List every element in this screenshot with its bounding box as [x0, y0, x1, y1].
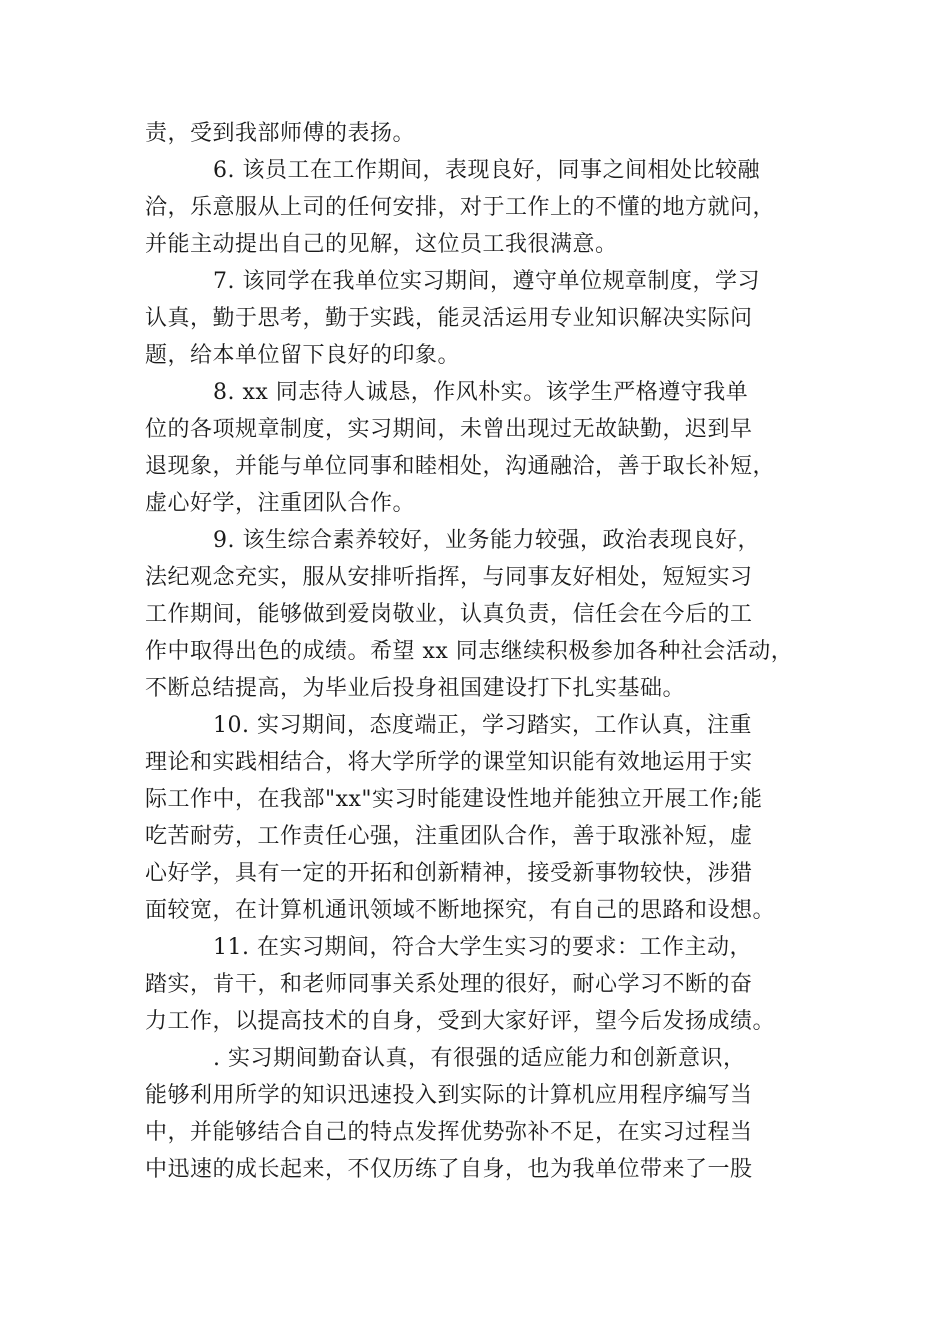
text-line: 洽，乐意服从上司的任何安排，对于工作上的不懂的地方就问，: [145, 195, 776, 220]
text-line: 吃苦耐劳，工作责任心强，注重团队合作，善于取涨补短，虚: [145, 824, 753, 849]
text-line: 题，给本单位留下良好的印象。: [145, 343, 461, 368]
text-line: 面较宽，在计算机通讯领域不断地探究，有自己的思路和设想。: [145, 898, 776, 923]
text-line: 虚心好学，注重团队合作。: [145, 491, 416, 516]
text-line: 不断总结提高，为毕业后投身祖国建设打下扎实基础。: [145, 676, 686, 701]
text-line: 理论和实践相结合，将大学所学的课堂知识能有效地运用于实: [145, 750, 753, 775]
text-line: 法纪观念充实，服从安排听指挥，与同事友好相处，短短实习: [145, 565, 753, 590]
text-line: 责，受到我部师傅的表扬。: [145, 121, 416, 146]
text-line: 7. 该同学在我单位实习期间，遵守单位规章制度，学习: [213, 269, 760, 294]
text-line: 际工作中，在我部"xx"实习时能建设性地并能独立开展工作;能: [145, 787, 763, 812]
text-line: 11. 在实习期间，符合大学生实习的要求：工作主动，: [213, 935, 752, 960]
text-line: 中迅速的成长起来，不仅历练了自身，也为我单位带来了一股: [145, 1157, 753, 1182]
text-line: 并能主动提出自己的见解，这位员工我很满意。: [145, 232, 618, 257]
text-line: 认真，勤于思考，勤于实践，能灵活运用专业知识解决实际问: [145, 306, 753, 331]
text-line: 踏实，肯干，和老师同事关系处理的很好，耐心学习不断的奋: [145, 972, 753, 997]
text-line: 心好学，具有一定的开拓和创新精神，接受新事物较快，涉猎: [145, 861, 753, 886]
text-line: 中，并能够结合自己的特点发挥优势弥补不足，在实习过程当: [145, 1120, 753, 1145]
text-line: . 实习期间勤奋认真，有很强的适应能力和创新意识，: [213, 1046, 746, 1071]
text-line: 6. 该员工在工作期间，表现良好，同事之间相处比较融: [213, 158, 760, 183]
text-line: 工作期间，能够做到爱岗敬业，认真负责，信任会在今后的工: [145, 602, 753, 627]
document-body: [145, 115, 815, 1188]
text-line: 作中取得出色的成绩。希望 xx 同志继续积极参加各种社会活动，: [145, 639, 794, 664]
text-line: 能够利用所学的知识迅速投入到实际的计算机应用程序编写当: [145, 1083, 753, 1108]
text-line: 10. 实习期间，态度端正，学习踏实，工作认真，注重: [213, 713, 752, 738]
text-line: 退现象，并能与单位同事和睦相处，沟通融洽，善于取长补短，: [145, 454, 776, 479]
text-line: 8. xx 同志待人诚恳，作风朴实。该学生严格遵守我单: [213, 380, 749, 405]
text-line: 9. 该生综合素养较好，业务能力较强，政治表现良好，: [213, 528, 760, 553]
text-line: 力工作，以提高技术的自身，受到大家好评，望今后发扬成绩。: [145, 1009, 776, 1034]
text-line: 位的各项规章制度，实习期间，未曾出现过无故缺勤，迟到早: [145, 417, 753, 442]
